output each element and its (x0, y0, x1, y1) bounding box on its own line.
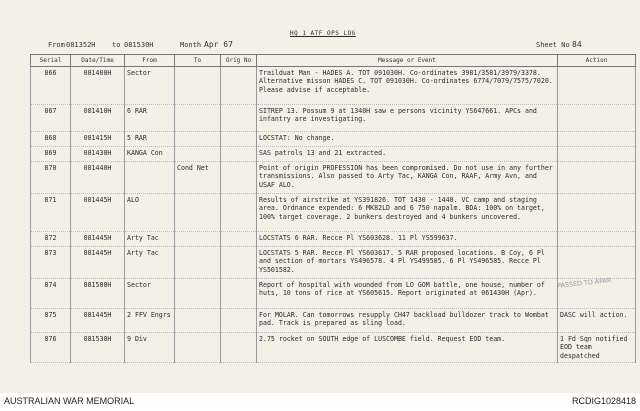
action-cell (558, 132, 636, 147)
serial-cell: 874 (31, 279, 71, 309)
month-label: Month (180, 41, 202, 49)
action-cell (558, 247, 636, 279)
action-cell (558, 67, 636, 105)
to-cell (175, 105, 221, 132)
action-cell (558, 105, 636, 132)
datetime-cell: 081500H (71, 279, 125, 309)
action-cell (558, 162, 636, 194)
datetime-cell: 081445H (71, 194, 125, 232)
log-title: HQ 1 ATF OPS LOG (290, 30, 356, 37)
from-cell: ALO (125, 194, 175, 232)
col-datetime-header: Date/Time (71, 55, 125, 67)
to-cell (175, 194, 221, 232)
passed-to-stamp: PASSED TO APAR (556, 276, 612, 290)
to-cell (175, 247, 221, 279)
message-cell: Results of airstrike at YS391826. TOT 1430 - 1440. VC camp and staging area. Ordnance expended: 6 MK82LD and 6 750 napalm. BDA: 100% on target, 100% target coverage. 2 bunkers destroyed and 4 bunkers uncovered. (257, 194, 558, 232)
from-cell: 6 RAR (125, 105, 175, 132)
datetime-cell: 081445H (71, 309, 125, 333)
to-cell (175, 333, 221, 363)
serial-cell: 875 (31, 309, 71, 333)
table-row (31, 105, 636, 132)
from-cell: 2 FFV Engrs (125, 309, 175, 333)
serial-cell: 866 (31, 67, 71, 105)
message-cell: LOCSTATS 6 RAR. Recce Pl YS603628. 11 Pl YS599637. (257, 232, 558, 247)
month-value: Apr 67 (204, 40, 233, 49)
action-cell (558, 232, 636, 247)
origno-cell (221, 309, 257, 333)
from-cell: KANGA Con (125, 147, 175, 162)
col-from-header: From (125, 55, 175, 67)
from-cell: Sector (125, 279, 175, 309)
datetime-cell: 081530H (71, 333, 125, 363)
to-label: to (112, 41, 121, 49)
table-row (31, 333, 636, 363)
from-cell: Sector (125, 67, 175, 105)
datetime-cell: 081430H (71, 147, 125, 162)
col-serial-header: Serial (31, 55, 71, 67)
table-row (31, 194, 636, 232)
table-row (31, 162, 636, 194)
to-cell (175, 132, 221, 147)
col-to-header: To (175, 55, 221, 67)
serial-cell: 870 (31, 162, 71, 194)
footer-archive-name: AUSTRALIAN WAR MEMORIAL (4, 396, 135, 406)
to-cell (175, 67, 221, 105)
to-cell: Cond Net (175, 162, 221, 194)
datetime-cell: 081410H (71, 105, 125, 132)
origno-cell (221, 333, 257, 363)
datetime-cell: 081415H (71, 132, 125, 147)
from-cell: 5 RAR (125, 132, 175, 147)
message-cell: For MOLAR. Can tomorrows resupply CH47 backload bulldozer track to Wombat pad. Track is prepared as sling load. (257, 309, 558, 333)
action-cell (558, 194, 636, 232)
from-cell (125, 162, 175, 194)
table-row (31, 232, 636, 247)
serial-cell: 868 (31, 132, 71, 147)
message-cell: Trailduat Man - HADES A. TOT 091030H. Co-ordinates 3981/3581/3979/3378. Alternative misson HADES C. TOT 091030H. Co-ordinates 6774/7079/7575/7020. Please advise if acceptable. (257, 67, 558, 105)
origno-cell (221, 247, 257, 279)
serial-cell: 869 (31, 147, 71, 162)
col-origno-header: Orig No (221, 55, 257, 67)
datetime-cell: 081445H (71, 247, 125, 279)
serial-cell: 867 (31, 105, 71, 132)
action-cell: 1 Fd Sqn notified EOD team despatched (558, 333, 636, 363)
col-message-header: Message or Event (257, 55, 558, 67)
origno-cell (221, 162, 257, 194)
message-cell: SAS patrols 13 and 21 extracted. (257, 147, 558, 162)
table-row (31, 67, 636, 105)
ops-log-table (30, 54, 636, 363)
to-cell (175, 279, 221, 309)
serial-cell: 873 (31, 247, 71, 279)
datetime-cell: 081445H (71, 232, 125, 247)
sheet-label: Sheet No (536, 41, 570, 49)
table-row (31, 147, 636, 162)
origno-cell (221, 67, 257, 105)
from-cell: 9 Div (125, 333, 175, 363)
to-cell (175, 147, 221, 162)
origno-cell (221, 232, 257, 247)
datetime-cell: 081400H (71, 67, 125, 105)
message-cell: Point of origin PROFESSION has been compromised. Do not use in any further transmissions. Also passed to Arty Tac, KANGA Con, RAAF, Army Avn, and USAF ALO. (257, 162, 558, 194)
message-cell: SITREP 13. Possum 9 at 1340H saw e persons vicinity YS647661. APCs and infantry are investigating. (257, 105, 558, 132)
origno-cell (221, 279, 257, 309)
table-row (31, 309, 636, 333)
to-value: 081530H (124, 41, 154, 49)
sheet-value: 84 (572, 40, 582, 49)
origno-cell (221, 194, 257, 232)
table-row (31, 132, 636, 147)
table-header-row (31, 55, 636, 67)
message-cell: Report of hospital with wounded from LO GOM battle, one house, number of huts, 10 tons of rice at YS605615. Report originated at 061430H (Apr). (257, 279, 558, 309)
from-value: 081352H (66, 41, 96, 49)
to-cell (175, 232, 221, 247)
serial-cell: 871 (31, 194, 71, 232)
message-cell: LOCSTAT: No change. (257, 132, 558, 147)
to-cell (175, 309, 221, 333)
action-cell (558, 147, 636, 162)
from-cell: Arty Tac (125, 247, 175, 279)
serial-cell: 872 (31, 232, 71, 247)
origno-cell (221, 105, 257, 132)
serial-cell: 876 (31, 333, 71, 363)
message-cell: LOCSTATS 5 RAR. Recce Pl YS603617. 5 RAR proposed locations. B Coy, 6 Pl and section of mortars YS496578. 4 Pl YS499585. 6 Pl YS496585. Recce Pl YS501582. (257, 247, 558, 279)
footer-record-id: RCDIG1028418 (571, 396, 636, 406)
message-cell: 2.75 rocket on SOUTH edge of LUSCOMBE field. Request EOD team. (257, 333, 558, 363)
origno-cell (221, 132, 257, 147)
table-row (31, 279, 636, 309)
action-cell: DASC will action. (558, 309, 636, 333)
origno-cell (221, 147, 257, 162)
from-cell: Arty Tac (125, 232, 175, 247)
from-label: From (48, 41, 65, 49)
datetime-cell: 081440H (71, 162, 125, 194)
col-action-header: Action (558, 55, 636, 67)
table-row (31, 247, 636, 279)
